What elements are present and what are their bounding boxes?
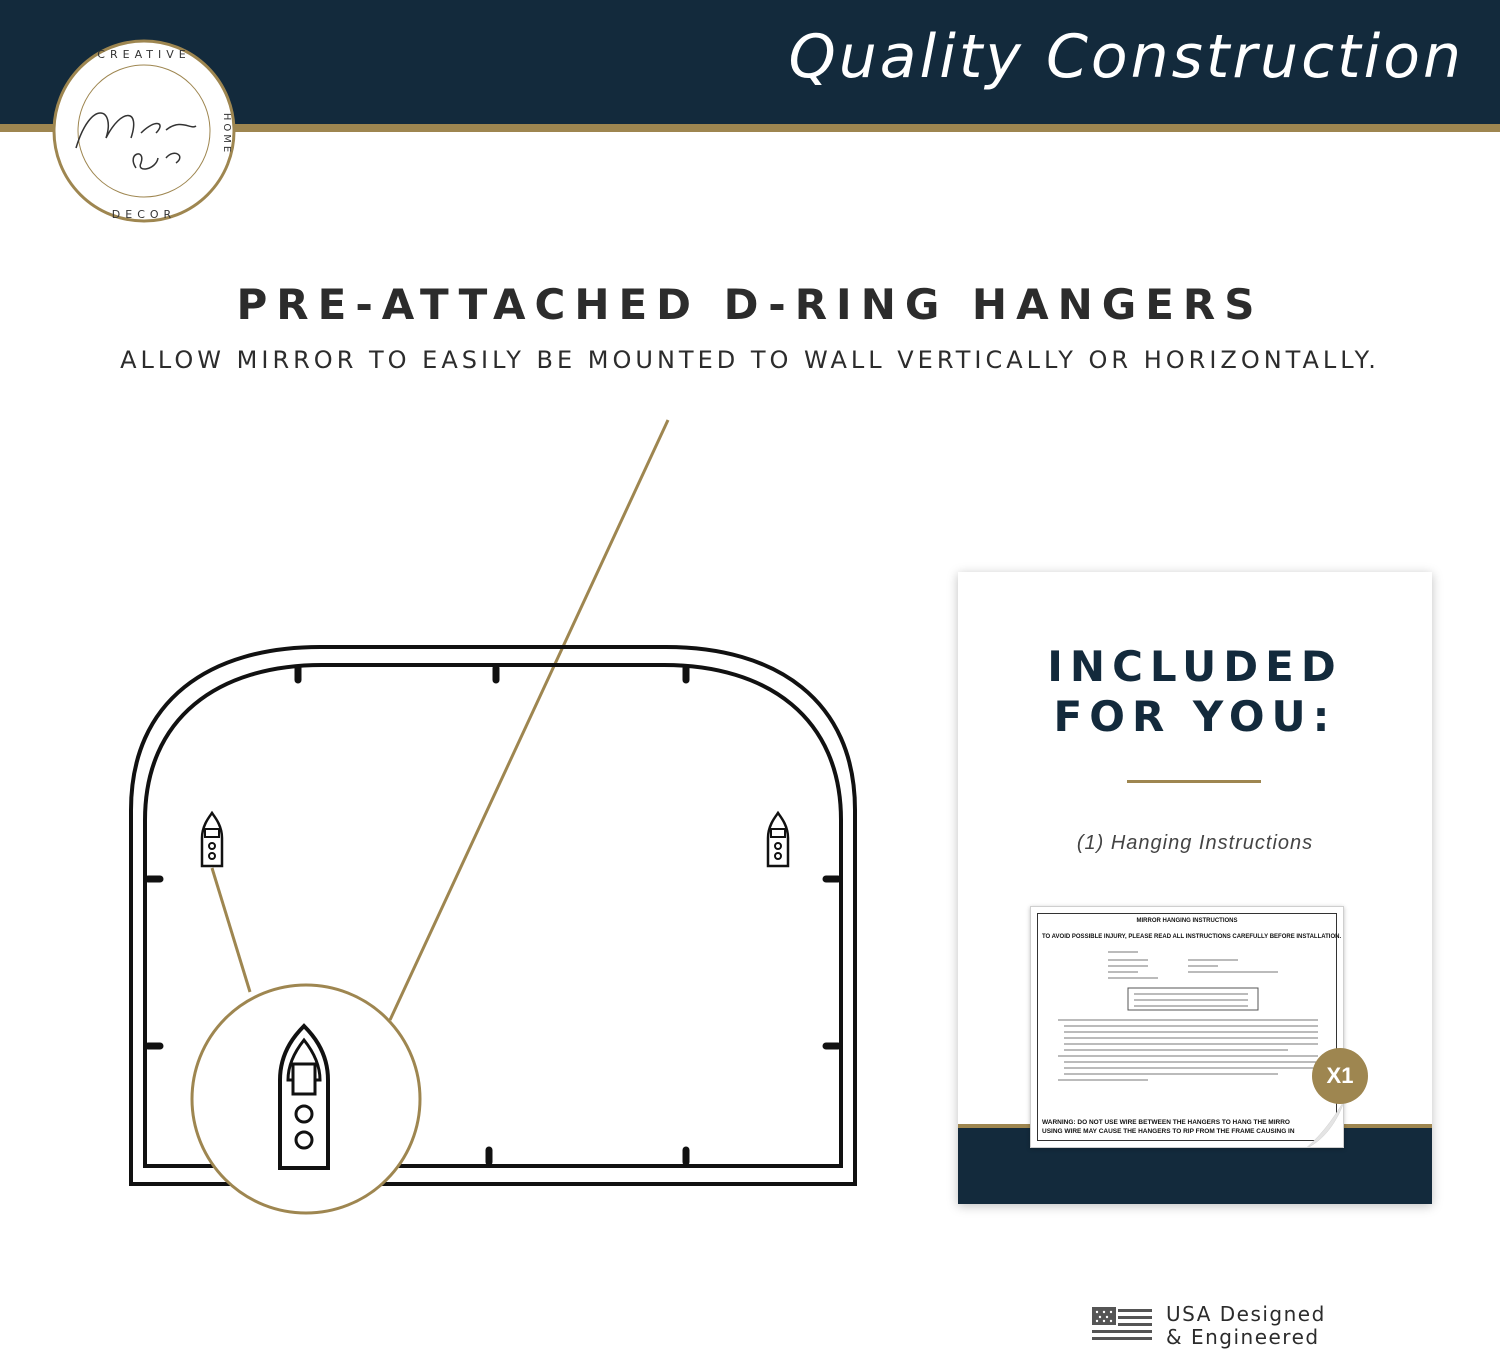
- svg-text:DECOR: DECOR: [111, 208, 177, 221]
- zoom-connector: [212, 868, 250, 992]
- included-caption: (1) Hanging Instructions: [1076, 832, 1314, 854]
- included-title: [958, 642, 1432, 742]
- instruction-sheet-warning: TO AVOID POSSIBLE INJURY, PLEASE READ ALL INSTRUCTIONS CAREFULLY BEFORE INSTALLATION.: [1042, 934, 1342, 940]
- feature-headline: PRE-ATTACHED D-RING HANGERS: [236, 280, 1264, 329]
- included-card: [958, 572, 1432, 1204]
- instruction-footer-line1: WARNING: DO NOT USE WIRE BETWEEN THE HANGERS TO HANG THE MIRRO: [1042, 1119, 1290, 1126]
- usa-line2: & Engineered: [1166, 1325, 1320, 1349]
- brand-logo: [46, 38, 242, 224]
- card-gold-divider: [1127, 780, 1261, 783]
- svg-text:HOME: HOME: [221, 112, 232, 156]
- usa-designed-text: [1166, 1303, 1326, 1349]
- instruction-sheet-title: MIRROR HANGING INSTRUCTIONS: [1136, 918, 1238, 924]
- d-ring-hanger-left: [202, 813, 222, 866]
- feature-subline: ALLOW MIRROR TO EASILY BE MOUNTED TO WALL VERTICALLY OR HORIZONTALLY.: [120, 346, 1380, 374]
- usa-designed-mark: [1092, 1303, 1352, 1347]
- instruction-sheet: [1030, 906, 1344, 1148]
- included-title-line1: INCLUDED: [1047, 642, 1343, 691]
- mirror-back-illustration: [0, 400, 900, 1230]
- usa-line1: USA Designed: [1166, 1302, 1326, 1326]
- instruction-sheet-footer: [1042, 1118, 1331, 1136]
- header-title: Quality Construction: [788, 22, 1464, 92]
- callout-line: [390, 420, 668, 1020]
- instruction-footer-line2: USING WIRE MAY CAUSE THE HANGERS TO RIP FROM THE FRAME CAUSING IN: [1042, 1128, 1295, 1135]
- instruction-sheet-body-lines: [1048, 948, 1328, 1098]
- quantity-badge: X1: [1312, 1048, 1368, 1104]
- included-title-line2: FOR YOU:: [1053, 692, 1337, 741]
- d-ring-hanger-right: [768, 813, 788, 866]
- svg-text:CREATIVE: CREATIVE: [97, 48, 191, 61]
- zoomed-d-ring-hanger: [280, 1026, 328, 1168]
- us-flag-icon: [1092, 1307, 1152, 1345]
